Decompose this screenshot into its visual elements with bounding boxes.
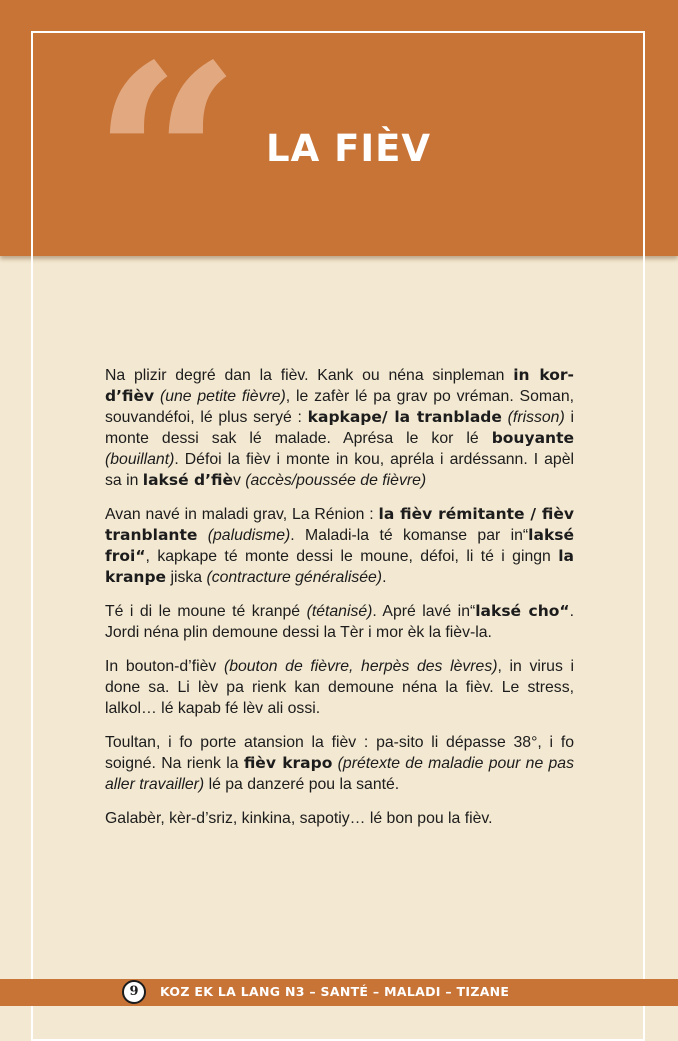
paragraph — [105, 504, 574, 588]
french-gloss: (bouillant) — [105, 451, 175, 468]
bold-term: laksé cho“ — [475, 602, 570, 620]
text-run: , le zafèr lé pa grav po vréman. Soman, souvandéfoi, lé plus seryé : — [105, 388, 574, 426]
text-run: . — [382, 569, 387, 586]
text-run: . Jordi néna plin demoune dessi la Tèr i mor èk la fièv-la. — [105, 603, 574, 641]
text-run: , in virus i done sa. Li lèv pa rienk kan demoune néna la fièv. Le stress, lalkol… lé kapab fé lèv ali ossi. — [105, 658, 575, 717]
french-gloss: (accès/poussée de fièvre) — [245, 472, 427, 489]
text-run: Té i di le moune té kranpé — [105, 603, 307, 620]
french-gloss: (prétexte de maladie pour ne pas aller travailler) — [105, 755, 574, 793]
page-number: 9 — [122, 980, 146, 1004]
page-title: LA FIÈV — [266, 127, 432, 170]
paragraph — [105, 732, 574, 795]
text-run: , kapkape té monte dessi le moune, défoi, li té i gingn — [145, 548, 559, 565]
text-run: Toultan, i fo porte atansion la fièv : pa-sito li dépasse 38°, i fo soigné. Na rienk la — [105, 734, 574, 772]
text-run: v — [232, 472, 246, 489]
paragraph — [105, 808, 574, 829]
french-gloss: (bouton de fièvre, herpès des lèvres) — [223, 658, 498, 675]
text-run: i monte dessi sak lé malade. Aprésa le kor lé — [105, 409, 575, 447]
text-run: Avan navé in maladi grav, La Rénion : — [105, 506, 379, 523]
text-run: jiska — [166, 569, 207, 586]
french-gloss: (paludisme) — [207, 527, 291, 544]
text-run: . Apré lavé in“ — [372, 603, 476, 620]
bold-term: laksé d’fiè — [142, 471, 233, 489]
text-run: . Maladi-la té komanse par in“ — [290, 527, 529, 544]
french-gloss: (une petite fièvre) — [159, 388, 286, 405]
text-run: lé pa danzeré pou la santé. — [204, 776, 400, 793]
bold-term: fièv krapo — [243, 754, 333, 772]
bold-term: bouyante — [491, 429, 574, 447]
text-run: In bouton-d’fièv — [105, 658, 224, 675]
bold-term: la kranpe — [105, 547, 574, 586]
open-quote-icon: “ — [92, 9, 222, 314]
text-run: Na plizir degré dan la fièv. Kank ou néna sinpleman — [105, 367, 514, 384]
french-gloss: (tétanisé) — [306, 603, 373, 620]
paragraph — [105, 365, 574, 491]
bold-term: laksé froi“ — [105, 526, 574, 565]
french-gloss: (contracture généralisée) — [206, 569, 383, 586]
french-gloss: (frisson) — [507, 409, 565, 426]
text-run: Galabèr, kèr-d’sriz, kinkina, sapotiy… lé bon pou la fièv. — [105, 810, 493, 827]
text-run — [197, 527, 207, 544]
text-run: . Défoi la fièv i monte in kou, apréla i ardéssann. I apèl sa in — [105, 451, 574, 489]
bold-term: in kor-d’fièv — [105, 366, 574, 405]
article-body — [105, 365, 574, 842]
paragraph — [105, 601, 574, 643]
bold-term: la fièv rémitante / fièv tranblante — [105, 505, 574, 544]
bold-term: kapkape/ la tranblade — [307, 408, 502, 426]
footer-title: KOZ EK LA LANG N3 – SANTÉ – MALADI – TIZANE — [160, 984, 510, 999]
paragraph — [105, 656, 574, 719]
